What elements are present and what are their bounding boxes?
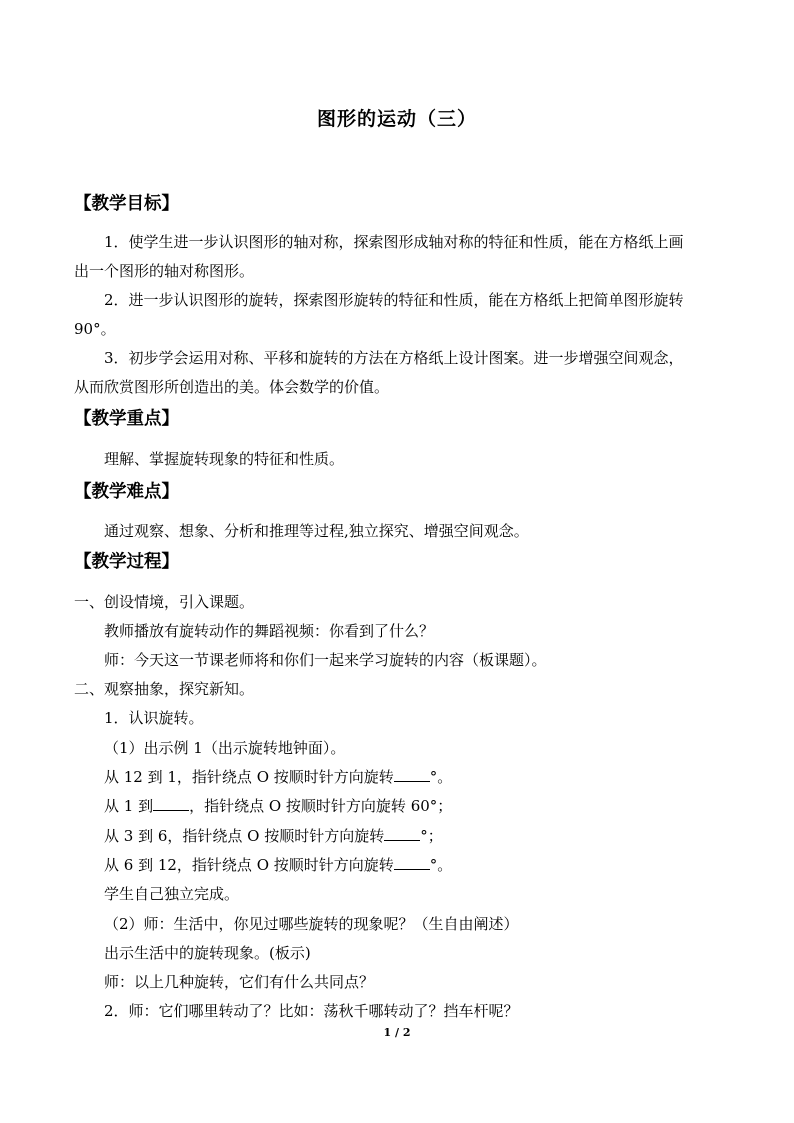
- process-part-2-title: 二、观察抽象，探究新知。: [74, 680, 255, 698]
- heading-teaching-goals: 【教学目标】: [74, 194, 179, 214]
- page-number: 1 / 2: [383, 1026, 411, 1039]
- question-5: （2）师：生活中，你见过哪些旋转的现象呢？（生自由阐述）: [104, 915, 519, 933]
- process-example-1: （1）出示例 1（出示旋转地钟面）。: [104, 739, 346, 757]
- goal-3-line-2: 从而欣赏图形所创造出的美。体会数学的价值。: [74, 378, 390, 396]
- question-1-blank: [394, 767, 430, 782]
- goal-1-line-1: 1．使学生进一步认识图形的轴对称，探索图形成轴对称的特征和性质，能在方格纸上画: [104, 233, 684, 251]
- self-complete-text: 学生自己独立完成。: [104, 885, 240, 903]
- question-4-text-b: °。: [429, 856, 453, 874]
- question-3-blank: [384, 826, 420, 841]
- page-title: 图形的运动（三）: [316, 108, 477, 130]
- show-life-text: 出示生活中的旋转现象。(板示): [104, 944, 311, 962]
- question-1-text-a: 从 12 到 1，指针绕点 O 按顺时针方向旋转: [104, 768, 394, 786]
- heading-difficulties: 【教学难点】: [74, 482, 179, 502]
- question-3-text-b: °；: [420, 827, 443, 845]
- goal-2-line-2: 90°。: [74, 320, 116, 338]
- question-2-blank: [153, 796, 189, 811]
- heading-key-points: 【教学重点】: [74, 409, 179, 429]
- question-4-text-a: 从 6 到 12，指针绕点 O 按顺时针方向旋转: [104, 856, 394, 874]
- process-part-1-line-2: 师：今天这一节课老师将和你们一起来学习旋转的内容（板课题）。: [104, 651, 547, 669]
- process-step-1: 1．认识旋转。: [104, 709, 204, 727]
- question-1-text-b: °。: [429, 768, 453, 786]
- question-2-text-a: 从 1 到: [104, 797, 154, 815]
- goal-3-line-1: 3．初步学会运用对称、平移和旋转的方法在方格纸上设计图案。进一步增强空间观念，: [104, 349, 684, 367]
- question-3-text-a: 从 3 到 6，指针绕点 O 按顺时针方向旋转: [104, 827, 385, 845]
- question-4: [104, 854, 452, 875]
- difficulties-text: 通过观察、想象、分析和推理等过程,独立探究、增强空间观念。: [104, 522, 529, 540]
- common-question: 师：以上几种旋转，它们有什么共同点？: [104, 973, 375, 991]
- goal-2-line-1: 2．进一步认识图形的旋转，探索图形旋转的特征和性质，能在方格纸上把简单图形旋转: [104, 291, 684, 309]
- process-part-1-line-1: 教师播放有旋转动作的舞蹈视频：你看到了什么？: [104, 622, 435, 640]
- question-1: [104, 766, 452, 787]
- question-4-blank: [394, 855, 430, 870]
- heading-teaching-process: 【教学过程】: [74, 552, 179, 572]
- question-3: [104, 825, 443, 846]
- goal-1-line-2: 出一个图形的轴对称图形。: [74, 262, 255, 280]
- key-points-text: 理解、掌握旋转现象的特征和性质。: [104, 450, 345, 468]
- process-part-1-title: 一、创设情境，引入课题。: [74, 593, 255, 611]
- question-2: [104, 795, 452, 816]
- process-step-2: 2．师：它们哪里转动了？比如：荡秋千哪转动了？挡车杆呢？: [104, 1002, 519, 1020]
- question-2-text-b: ，指针绕点 O 按顺时针方向旋转 60°；: [189, 797, 453, 815]
